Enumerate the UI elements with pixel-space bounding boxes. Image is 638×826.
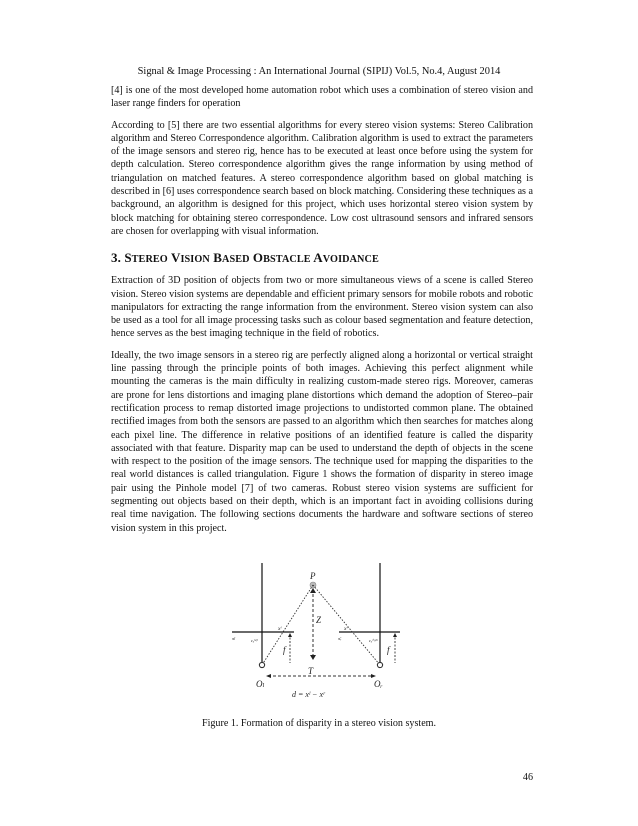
label-f-right: f [387,645,390,655]
heading-word-rest: ASED [221,254,250,266]
baseline-arrow-right-icon [371,674,376,678]
figure-caption: Figure 1. Formation of disparity in a stereo vision system. [201,718,437,729]
label-c-right: cₓʳⁱᵍʰᵗ [369,638,378,643]
section-number: 3. [111,250,125,266]
heading-word-rest: ISION [180,254,210,266]
heading-word-initial: V [170,250,181,266]
heading-word-rest: BSTACLE [263,254,311,266]
label-pi-right: π̄ᵣ [338,636,342,641]
left-focal-arrow-icon [288,633,292,637]
paragraph-4: Ideally, the two image sensors in a stereo rig are perfectly aligned along a horizontal or vertical straight line passing through the principle points of both images. Achieving this perfect alignment while mounting the cameras is the main difficulty in realizing custom-made stereo rigs. Moreover, cameras are prone for lens distortions and imaging plane distortions which demand the adoption of Stereo–pair rectification process to remap distorted image projections to undistorted common plane. The obtained rectified images from both the sensors are passed to an algorithm which then searches for matches along each pixel line. The difference in relative positions of an identified feature is called the disparity associated with that feature. Disparity map can be used to understand the depth of objects in the scene with respect to the position of the image sensors. The technique used for mapping the disparities to the real world distances is called triangulation. Figure 1 shows the formation of disparity in stereo image pair using the Pinhole model [7] of two cameras. Robust stereo vision systems are sufficient for segmenting out objects based on their depth, which is an important fact in avoiding collisions during real time navigation. The following sections documents the hardware and software sections of stereo vision system in this project. [111,349,533,534]
paragraph-2: According to [5] there are two essential algorithms for every stereo vision systems: Stereo Calibration algorithm and Stereo Correspondence algorithm. Calibration algorithm is used to extract the parameters of the image sensors and stereo rig, hence has to be executed at least once before using the system for depth calculation. Stereo correspondence algorithm gives the range information by using method of triangulation on matched features. A stereo correspondence algorithm based on global matching is described in [6] uses correspondence search based on block matching. Considering these techniques as a background, an algorithm is designed for this project, which uses horizontal stereo vision system by block matching for obtaining stereo correspondence. Low cost ultrasound sensors and infrared sensors are chosen for overlapping with visual information. [111,119,533,237]
left-camera-center [259,662,264,667]
stereo-diagram [224,563,420,705]
label-z: Z [316,615,322,625]
label-t: T [308,666,314,676]
running-header: Signal & Image Processing : An International Journal (SIPIJ) Vol.5, No.4, August 2014 [137,66,501,77]
heading-word-initial: A [313,250,323,266]
heading-word-initial: S [124,250,132,266]
stereo-disparity-figure [224,563,420,705]
paragraph-1: [4] is one of the most developed home automation robot which uses a combination of stereo vision and laser range finders for operation [111,85,533,110]
label-p: P [310,571,316,581]
body-text [111,84,533,543]
heading-word-rest: VOIDANCE [322,254,379,266]
label-pi-left: π̄ₗ [232,636,236,641]
page-number: 46 [522,772,533,783]
depth-arrow-down-icon [310,655,316,660]
label-f-left: f [283,645,286,655]
label-xl: xˡ [278,626,282,632]
right-projection-ray [313,585,380,665]
heading-word-initial: O [252,250,264,266]
right-focal-arrow-icon [393,633,397,637]
label-ol: Oₗ [256,679,265,689]
paragraph-3: Extraction of 3D position of objects from two or more simultaneous views of a scene is called Stereo vision. Stereo vision systems are dependable and efficient primary sensors for mobile robots and robotic manipulators for extracting the range information from the environment. Stereo vision system can also be used as a tool for all image processing tasks such as colour based segmentation and feature detection, hence serves as the best imaging technique in the field of robotics. [111,275,533,340]
heading-word-rest: TEREO [131,254,168,266]
baseline-arrow-left-icon [266,674,271,678]
heading-word-initial: B [213,250,222,266]
label-c-left: cₓˡᵉᶠᵗ [251,638,258,643]
left-projection-ray [262,585,313,665]
label-disparity-equation: d = xˡ − xʳ [292,690,325,699]
label-xr: xʳ [344,626,348,632]
section-heading [111,250,533,267]
label-or: Oᵣ [374,679,383,689]
right-camera-center [377,662,382,667]
